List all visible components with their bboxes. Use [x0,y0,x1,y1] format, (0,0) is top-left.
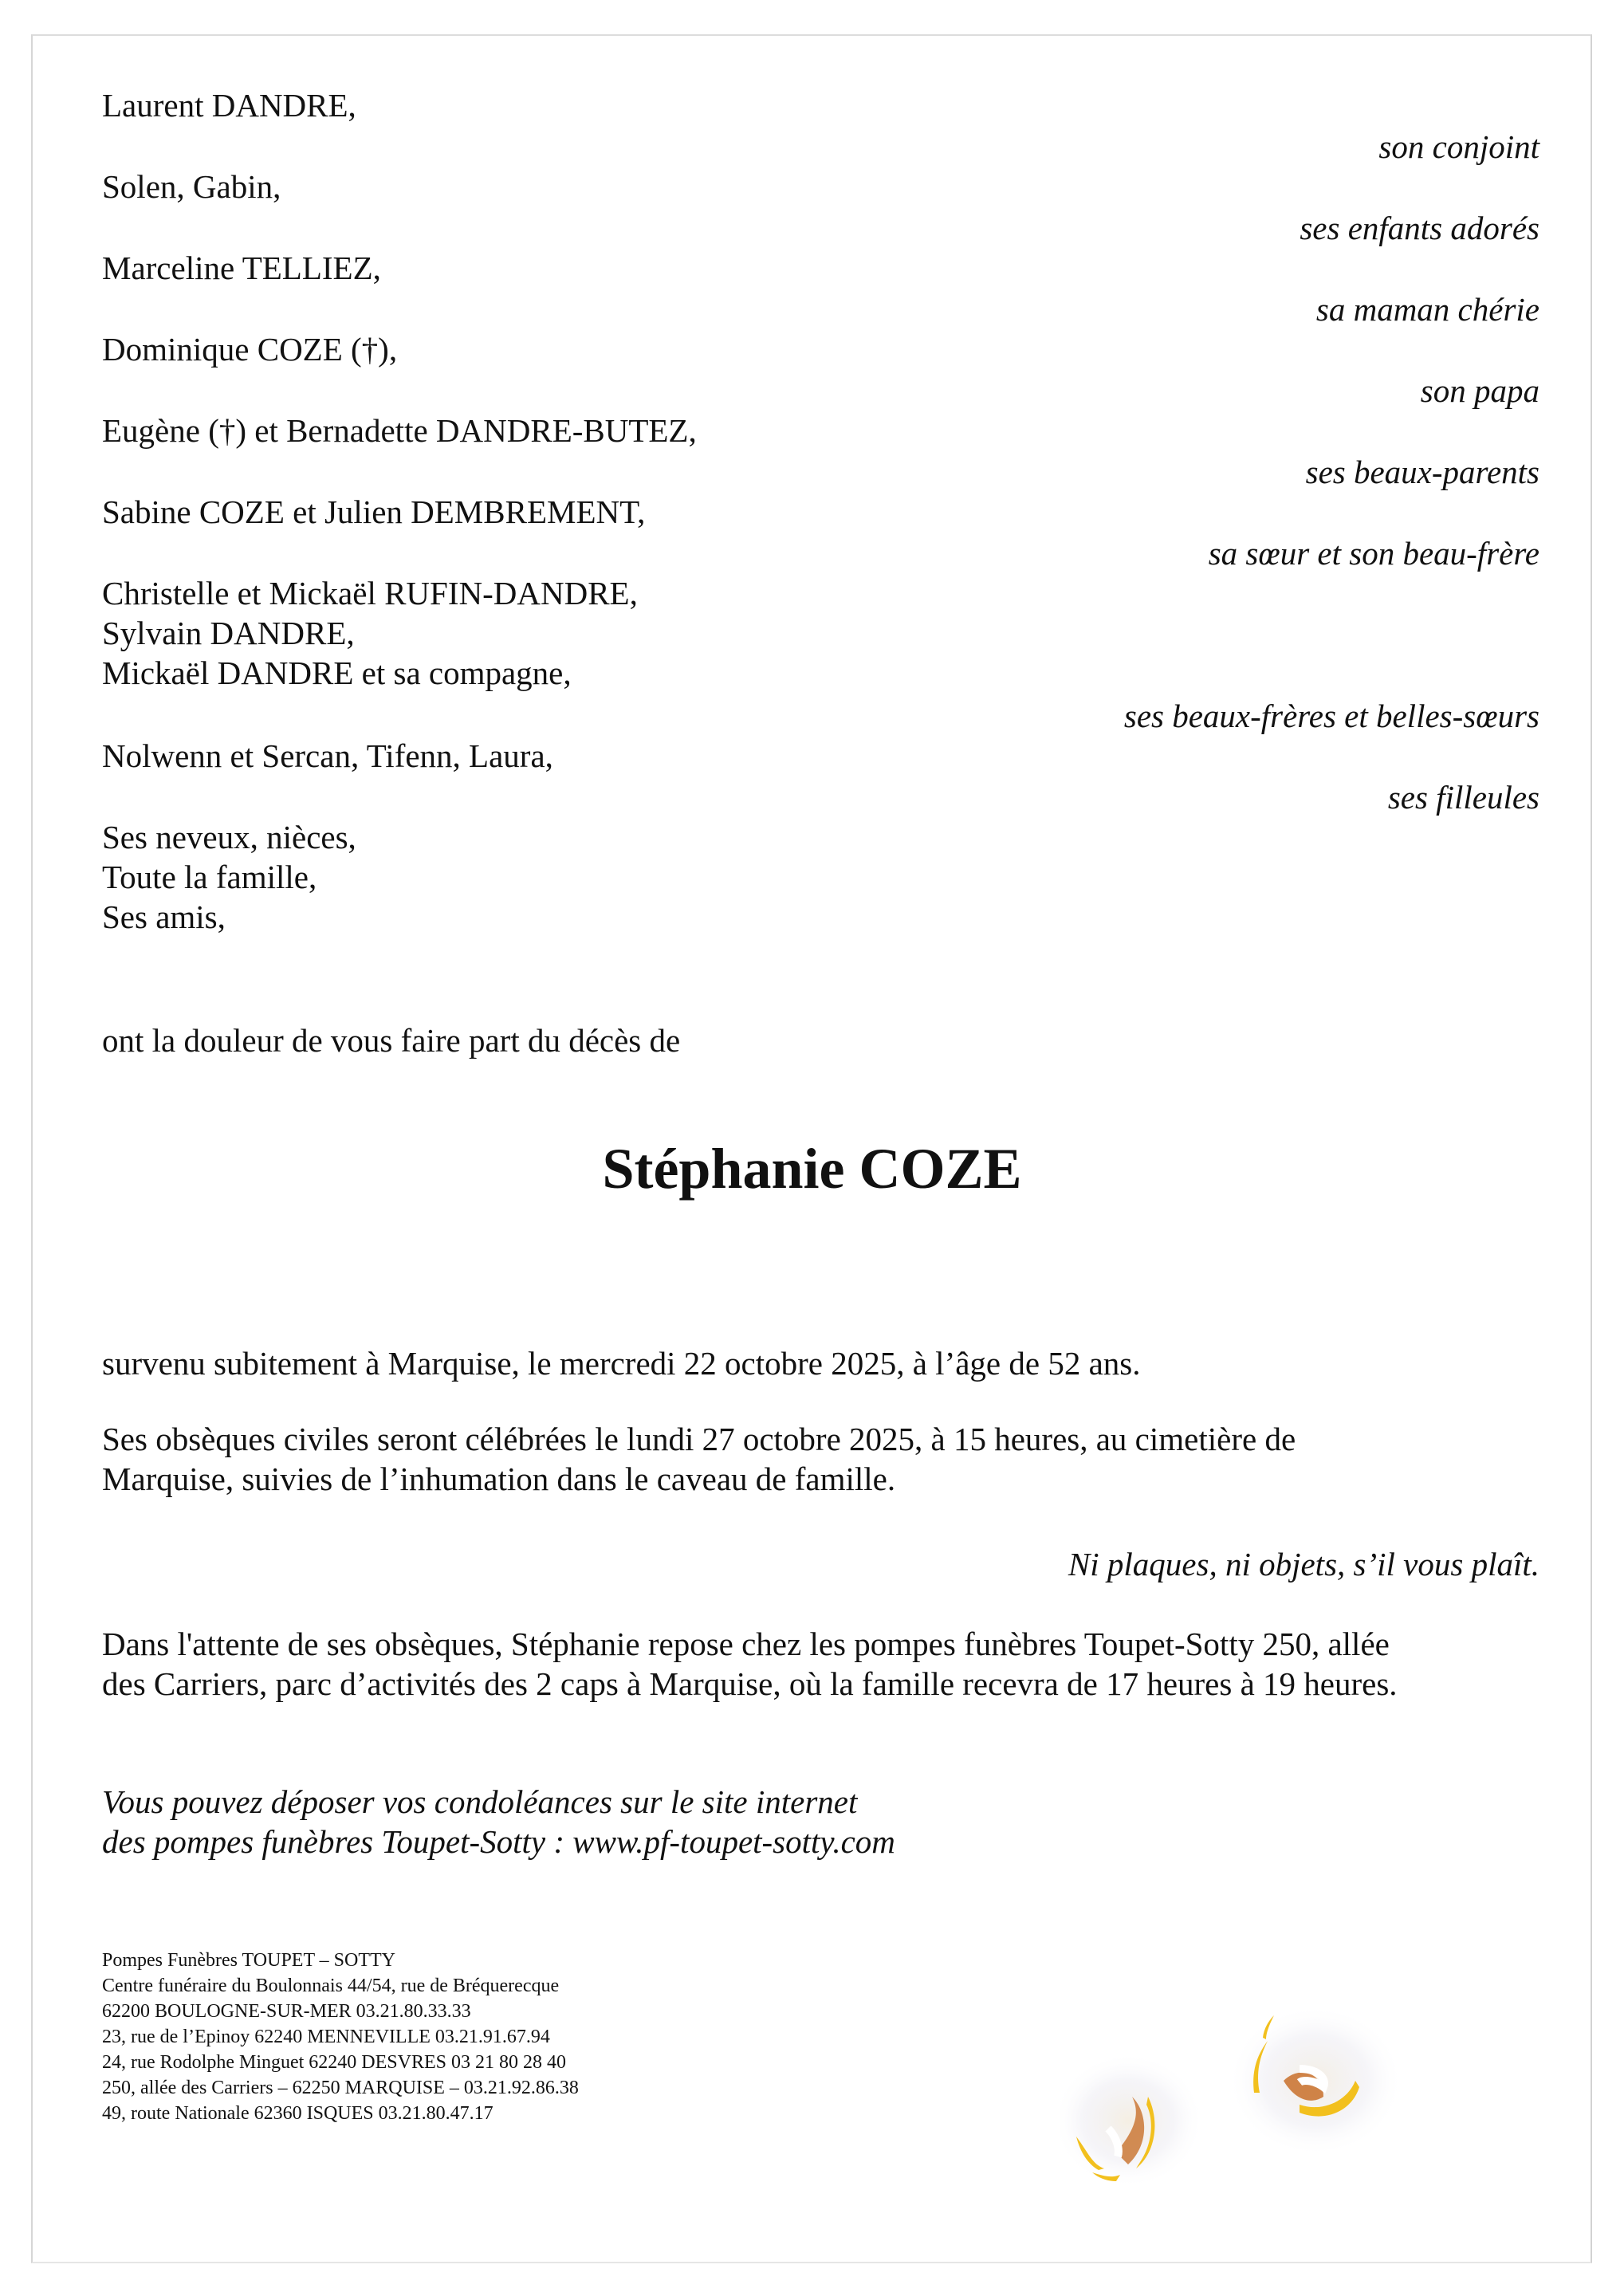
relation-label: ses beaux-frères et belles-sœurs [1123,698,1539,734]
family-line: Nolwenn et Sercan, Tifenn, Laura, [102,737,553,774]
family-line: Ses neveux, nièces, [102,819,356,855]
footer-address-line: Centre funéraire du Boulonnais 44/54, rue de Bréquerecque [102,1976,560,1996]
deceased-name: Stéphanie COZE [602,1137,1022,1201]
relation-label: ses enfants adorés [1300,210,1539,246]
family-line: Mickaël DANDRE et sa compagne, [102,655,572,691]
condolences-line: Vous pouvez déposer vos condoléances sur le site internet [102,1783,858,1820]
orchid-flowers-image [1060,1993,1571,2200]
no-flowers-note: Ni plaques, ni objets, s’il vous plaît. [1068,1546,1539,1582]
relation-label: son papa [1420,372,1539,409]
orchid-left [1060,2053,1204,2188]
family-line: Laurent DANDRE, [102,87,356,124]
footer-address-line: 23, rue de l’Epinoy 62240 MENNEVILLE 03.21.91.67.94 [102,2027,550,2047]
relation-label: sa sœur et son beau-frère [1208,535,1539,572]
condolences-line: des pompes funèbres Toupet-Sotty : www.pf-toupet-sotty.com [102,1823,895,1860]
family-line: Toute la famille, [102,859,317,895]
funeral-details-line: Ses obsèques civiles seront célébrées le lundi 27 octobre 2025, à 15 heures, au cimetière de [102,1421,1296,1457]
footer-address-line: 62200 BOULOGNE-SUR-MER 03.21.80.33.33 [102,2001,471,2022]
family-line: Sabine COZE et Julien DEMBREMENT, [102,493,646,530]
family-line: Eugène (†) et Bernadette DANDRE-BUTEZ, [102,412,697,449]
death-details: survenu subitement à Marquise, le mercredi 22 octobre 2025, à l’âge de 52 ans. [102,1345,1141,1382]
repose-details-line: Dans l'attente de ses obsèques, Stéphanie repose chez les pompes funèbres Toupet-Sotty 250, allée [102,1626,1390,1662]
family-line: Ses amis, [102,898,226,935]
family-line: Dominique COZE (†), [102,331,398,368]
relation-label: ses filleules [1387,779,1539,816]
footer-company-name: Pompes Funèbres TOUPET – SOTTY [102,1950,396,1971]
relation-label: ses beaux-parents [1305,454,1539,490]
orchid-right [1228,2005,1403,2156]
repose-details-line: des Carriers, parc d’activités des 2 caps à Marquise, où la famille recevra de 17 heures à 19 heures. [102,1665,1398,1702]
announcement-intro: ont la douleur de vous faire part du décès de [102,1022,681,1059]
family-line: Sylvain DANDRE, [102,615,355,651]
footer-address-line: 24, rue Rodolphe Minguet 62240 DESVRES 03 21 80 28 40 [102,2052,566,2073]
funeral-details-line: Marquise, suivies de l’inhumation dans le caveau de famille. [102,1461,896,1497]
footer-address-line: 250, allée des Carriers – 62250 MARQUISE – 03.21.92.86.38 [102,2078,579,2098]
relation-label: sa maman chérie [1315,291,1539,328]
family-line: Christelle et Mickaël RUFIN-DANDRE, [102,575,638,611]
family-line: Marceline TELLIEZ, [102,250,381,286]
footer-address-line: 49, route Nationale 62360 ISQUES 03.21.80.47.17 [102,2103,493,2124]
relation-label: son conjoint [1378,128,1539,165]
family-line: Solen, Gabin, [102,168,281,205]
